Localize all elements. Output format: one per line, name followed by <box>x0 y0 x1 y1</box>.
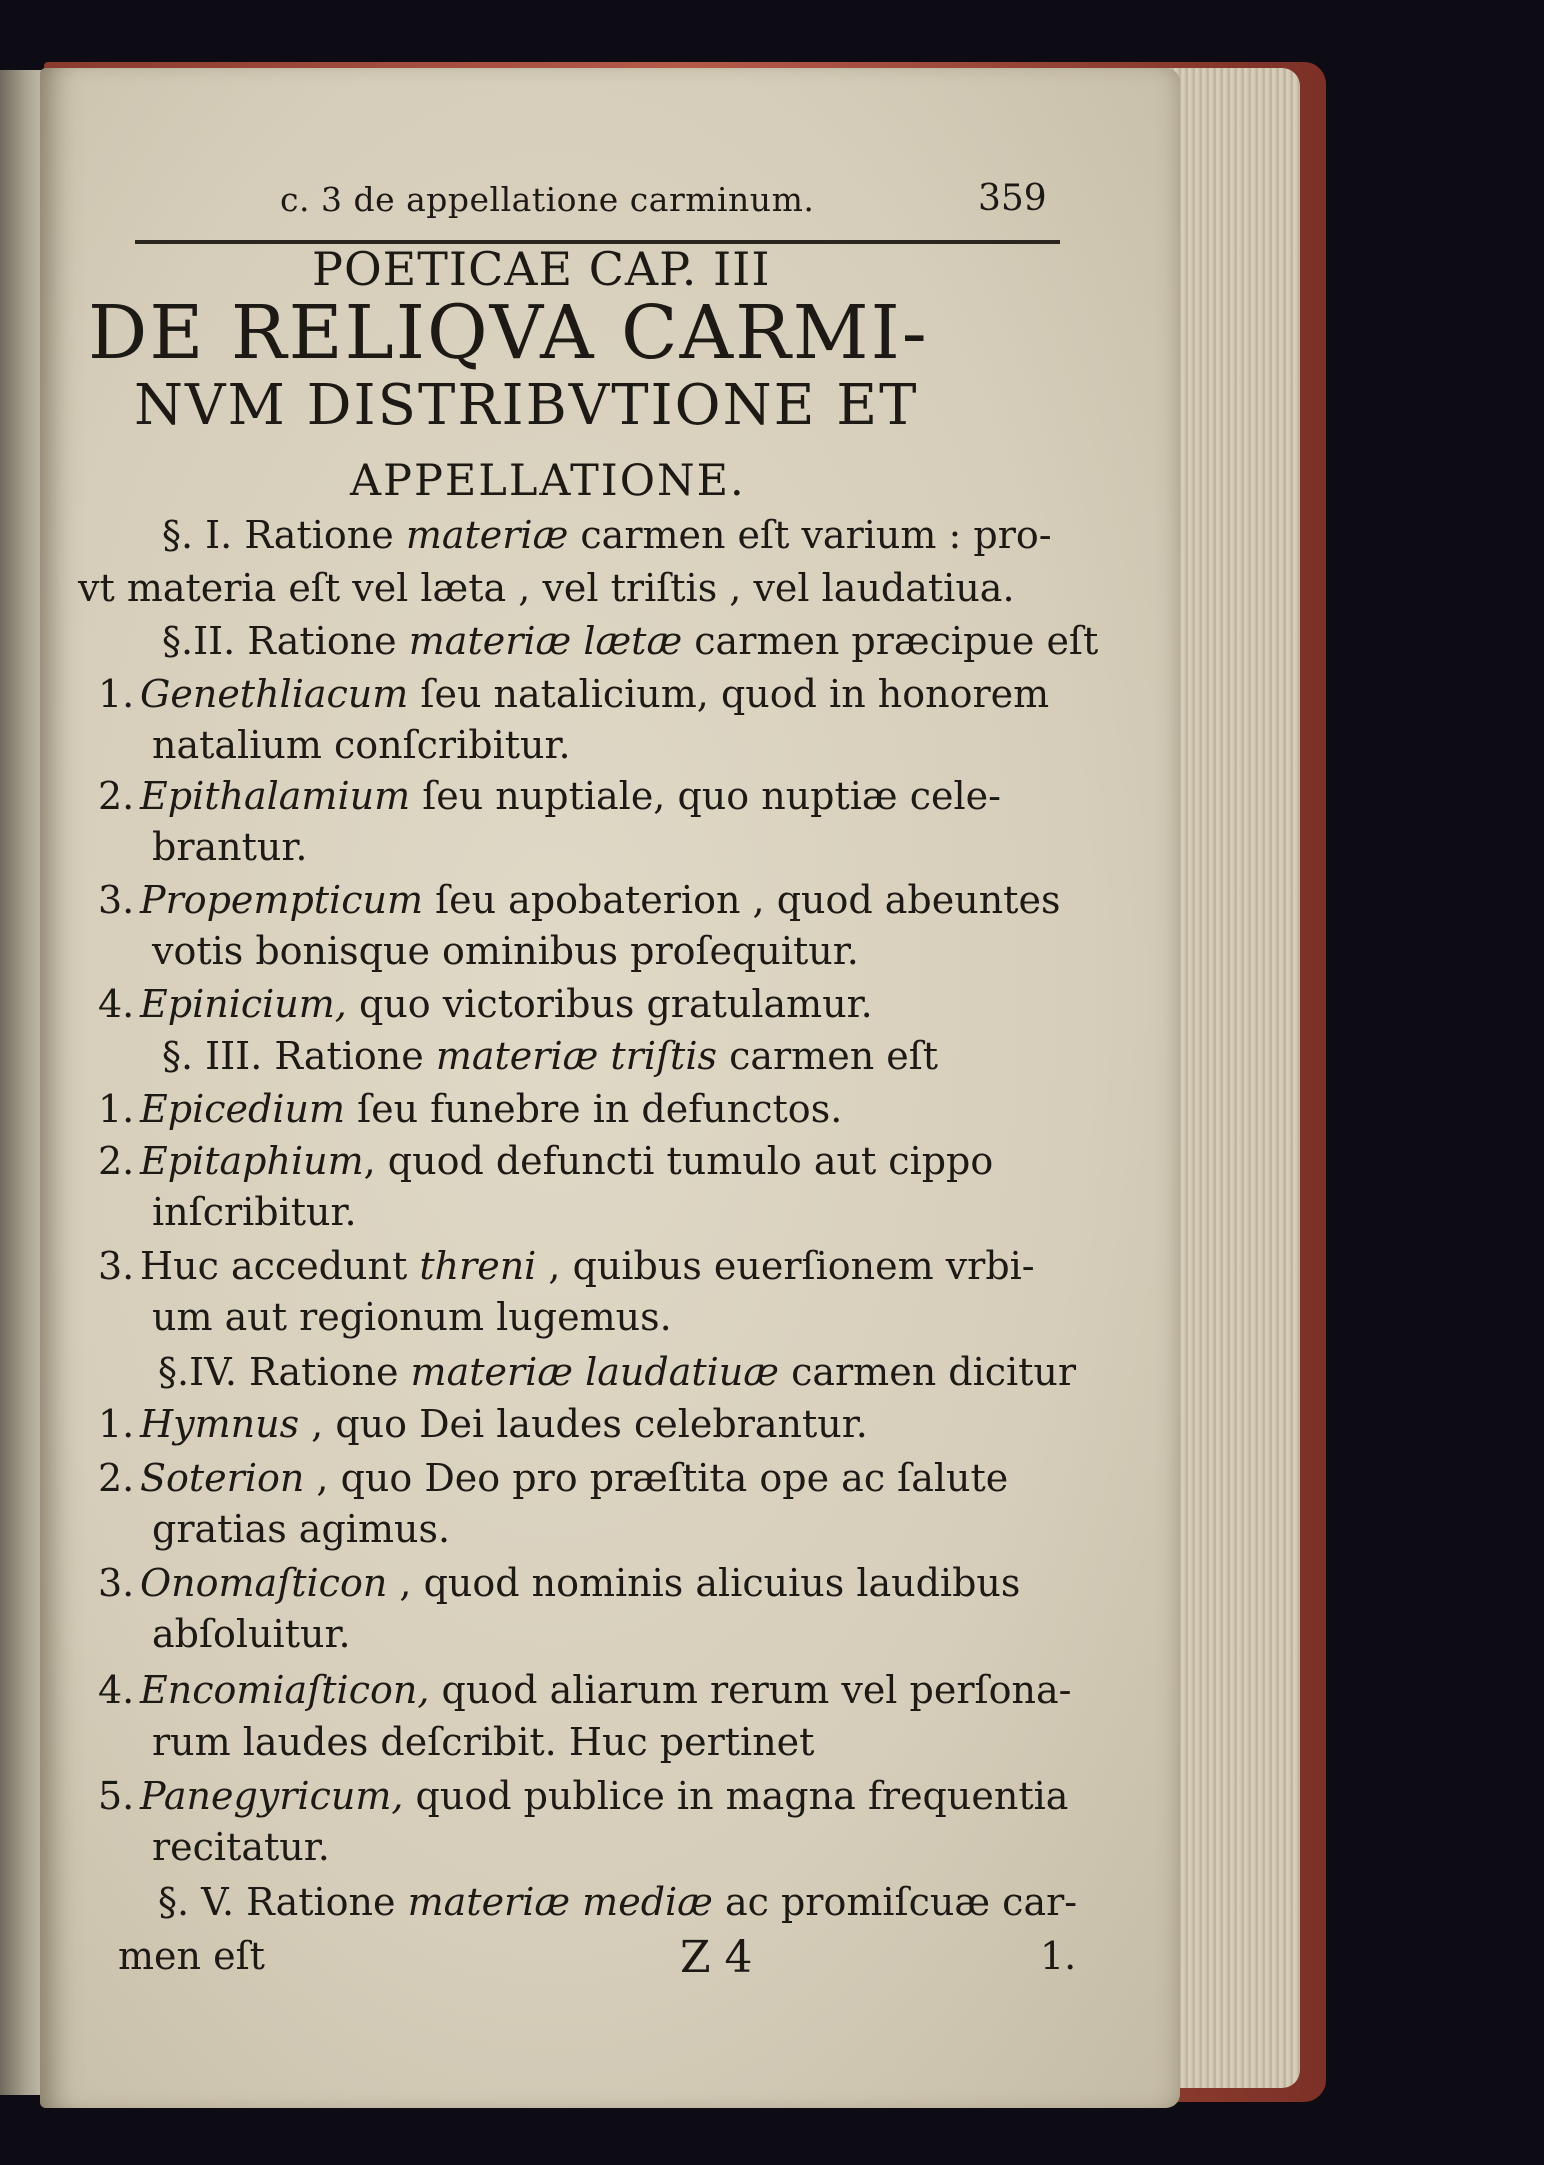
list-item-threni: 3. Huc accedunt threni , quibus euerſionem vrbi- <box>98 1244 1035 1288</box>
section-4: §.IV. Ratione materiæ laudatiuæ carmen dicitur <box>158 1350 1077 1394</box>
list-item-genethliacum: 1. Genethliacum ſeu natalicium, quod in honorem <box>98 672 1050 716</box>
page-number: 359 <box>978 178 1047 219</box>
list-item-cont: rum laudes deſcribit. Huc pertinet <box>152 1720 815 1764</box>
list-item-cont: natalium conſcribitur. <box>152 723 571 767</box>
list-item-epitaphium: 2. Epitaphium, quod defuncti tumulo aut cippo <box>98 1139 994 1183</box>
list-item-cont: votis bonisque ominibus proſequitur. <box>152 929 859 973</box>
list-item-cont: inſcribitur. <box>152 1190 357 1234</box>
page-text <box>40 68 1180 2108</box>
list-item-cont: abſoluitur. <box>152 1612 351 1656</box>
list-item-cont: gratias agimus. <box>152 1507 451 1551</box>
section-3: §. III. Ratione materiæ triſtis carmen eſt <box>162 1034 939 1078</box>
chapter-label: POETICAE CAP. III <box>312 242 771 296</box>
list-item-epithalamium: 2. Epithalamium ſeu nuptiale, quo nuptiæ cele- <box>98 774 1001 818</box>
catchword-line: men eſt <box>118 1934 265 1978</box>
section-2: §.II. Ratione materiæ lætæ carmen præcipue eſt <box>162 619 1099 663</box>
title-line-2: NVM DISTRIBVTIONE ET <box>134 373 919 438</box>
list-item-epicedium: 1. Epicedium ſeu funebre in defunctos. <box>98 1087 843 1131</box>
list-item-cont: brantur. <box>152 825 308 869</box>
list-item-panegyricum: 5. Panegyricum, quod publice in magna frequentia <box>98 1774 1069 1818</box>
section-1-cont: vt materia eſt vel læta , vel triſtis , vel laudatiua. <box>78 566 1015 610</box>
list-item-soterion: 2. Soterion , quo Deo pro præſtita ope ac ſalute <box>98 1456 1009 1500</box>
list-item-cont: recitatur. <box>152 1825 330 1869</box>
running-head: c. 3 de appellatione carminum. <box>280 180 815 219</box>
catchword: 1. <box>1040 1934 1077 1978</box>
book-page <box>40 68 1180 2108</box>
section-1: §. I. Ratione materiæ carmen eſt varium : pro- <box>162 513 1052 557</box>
signature-mark: Z 4 <box>680 1932 753 1983</box>
list-item-epinicium: 4. Epinicium, quo victoribus gratulamur. <box>98 982 873 1026</box>
title-line-3: APPELLATIONE. <box>350 456 746 506</box>
list-item-encomiasticon: 4. Encomiaſticon, quod aliarum rerum vel perſona- <box>98 1668 1072 1712</box>
list-item-onomasticon: 3. Onomaſticon , quod nominis alicuius laudibus <box>98 1561 1021 1605</box>
list-item-hymnus: 1. Hymnus , quo Dei laudes celebrantur. <box>98 1402 868 1446</box>
list-item-propempticum: 3. Propempticum ſeu apobaterion , quod abeuntes <box>98 878 1061 922</box>
title-line-1: DE RELIQVA CARMI- <box>88 290 929 376</box>
list-item-cont: um aut regionum lugemus. <box>152 1295 672 1339</box>
section-5: §. V. Ratione materiæ mediæ ac promiſcuæ car- <box>158 1880 1078 1924</box>
